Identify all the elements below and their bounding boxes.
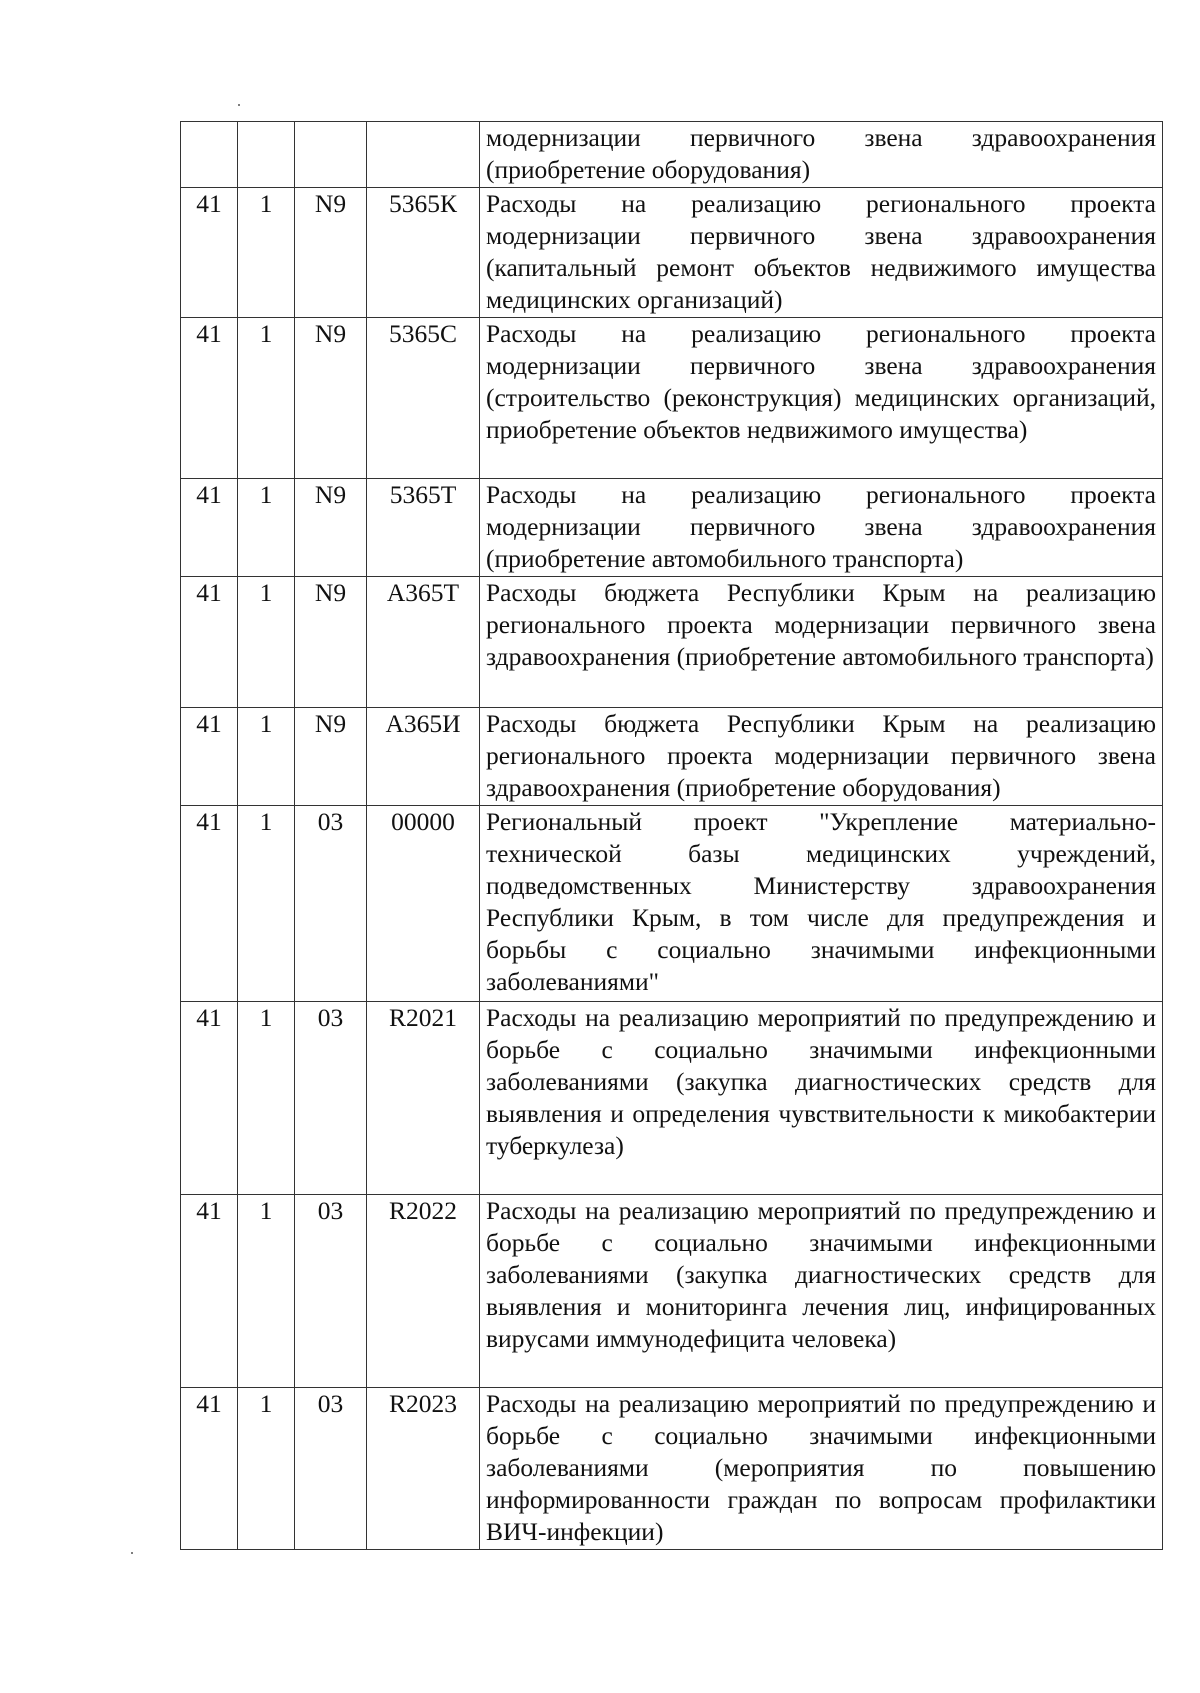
code-cell-2 [238,122,295,188]
description-cell: Расходы на реализацию регионального проекта модернизации первичного звена здравоохранения (приобретение автомобильного транспорта) [480,479,1163,577]
code-cell-1: 41 [181,188,238,318]
description-cell: Расходы на реализацию мероприятий по предупреждению и борьбе с социально значимыми инфекционными заболеваниями (закупка диагностических средств для выявления и определения чувствительности к микобактерии туберкулеза) [480,1002,1163,1195]
code-cell-4: 5365С [367,318,480,479]
code-cell-4: R2022 [367,1195,480,1388]
code-cell-1: 41 [181,1195,238,1388]
code-cell-4: R2021 [367,1002,480,1195]
code-cell-3: N9 [295,188,367,318]
table-row [181,806,1163,1002]
code-cell-3: 03 [295,1002,367,1195]
table-row [181,318,1163,479]
table-body [181,122,1163,1550]
code-cell-3: 03 [295,1388,367,1550]
code-cell-2: 1 [238,1195,295,1388]
code-cell-1: 41 [181,1002,238,1195]
code-cell-4: 5365Т [367,479,480,577]
code-cell-1: 41 [181,318,238,479]
code-cell-4: R2023 [367,1388,480,1550]
code-cell-4: А365Т [367,577,480,708]
code-cell-2: 1 [238,708,295,806]
code-cell-2: 1 [238,1388,295,1550]
description-cell: Расходы на реализацию регионального проекта модернизации первичного звена здравоохранения (строительство (реконструкция) медицинских организаций, приобретение объектов недвижимого имущества) [480,318,1163,479]
code-cell-2: 1 [238,577,295,708]
table-row [181,1388,1163,1550]
description-cell: Расходы бюджета Республики Крым на реализацию регионального проекта модернизации первичного звена здравоохранения (приобретение оборудования) [480,708,1163,806]
code-cell-1: 41 [181,479,238,577]
code-cell-3 [295,122,367,188]
scan-speck [131,1552,133,1554]
description-cell: Расходы бюджета Республики Крым на реализацию регионального проекта модернизации первичного звена здравоохранения (приобретение автомобильного транспорта) [480,577,1163,708]
scan-speck [238,104,240,106]
code-cell-2: 1 [238,479,295,577]
table-row [181,708,1163,806]
table-row [181,479,1163,577]
code-cell-4: А365И [367,708,480,806]
code-cell-2: 1 [238,318,295,479]
code-cell-4 [367,122,480,188]
code-cell-3: N9 [295,479,367,577]
code-cell-1: 41 [181,806,238,1002]
table-row [181,577,1163,708]
table-row [181,122,1163,188]
budget-codes-table [180,121,1163,1550]
code-cell-3: N9 [295,577,367,708]
code-cell-3: 03 [295,806,367,1002]
code-cell-1: 41 [181,708,238,806]
code-cell-1: 41 [181,577,238,708]
code-cell-3: 03 [295,1195,367,1388]
code-cell-2: 1 [238,188,295,318]
description-cell: Расходы на реализацию мероприятий по предупреждению и борьбе с социально значимыми инфекционными заболеваниями (мероприятия по повышению информированности граждан по вопросам профилактики ВИЧ-инфекции) [480,1388,1163,1550]
code-cell-2: 1 [238,1002,295,1195]
table-row [181,1002,1163,1195]
description-cell: Расходы на реализацию регионального проекта модернизации первичного звена здравоохранения (капитальный ремонт объектов недвижимого имущества медицинских организаций) [480,188,1163,318]
code-cell-1 [181,122,238,188]
code-cell-2: 1 [238,806,295,1002]
table-row [181,188,1163,318]
table-row [181,1195,1163,1388]
description-cell: модернизации первичного звена здравоохранения (приобретение оборудования) [480,122,1163,188]
code-cell-4: 00000 [367,806,480,1002]
code-cell-4: 5365К [367,188,480,318]
code-cell-1: 41 [181,1388,238,1550]
description-cell: Расходы на реализацию мероприятий по предупреждению и борьбе с социально значимыми инфекционными заболеваниями (закупка диагностических средств для выявления и мониторинга лечения лиц, инфицированных вирусами иммунодефицита человека) [480,1195,1163,1388]
code-cell-3: N9 [295,708,367,806]
description-cell: Региональный проект "Укрепление материально-технической базы медицинских учреждений, подведомственных Министерству здравоохранения Республики Крым, в том числе для предупреждения и борьбы с социально значимыми инфекционными заболеваниями" [480,806,1163,1002]
code-cell-3: N9 [295,318,367,479]
